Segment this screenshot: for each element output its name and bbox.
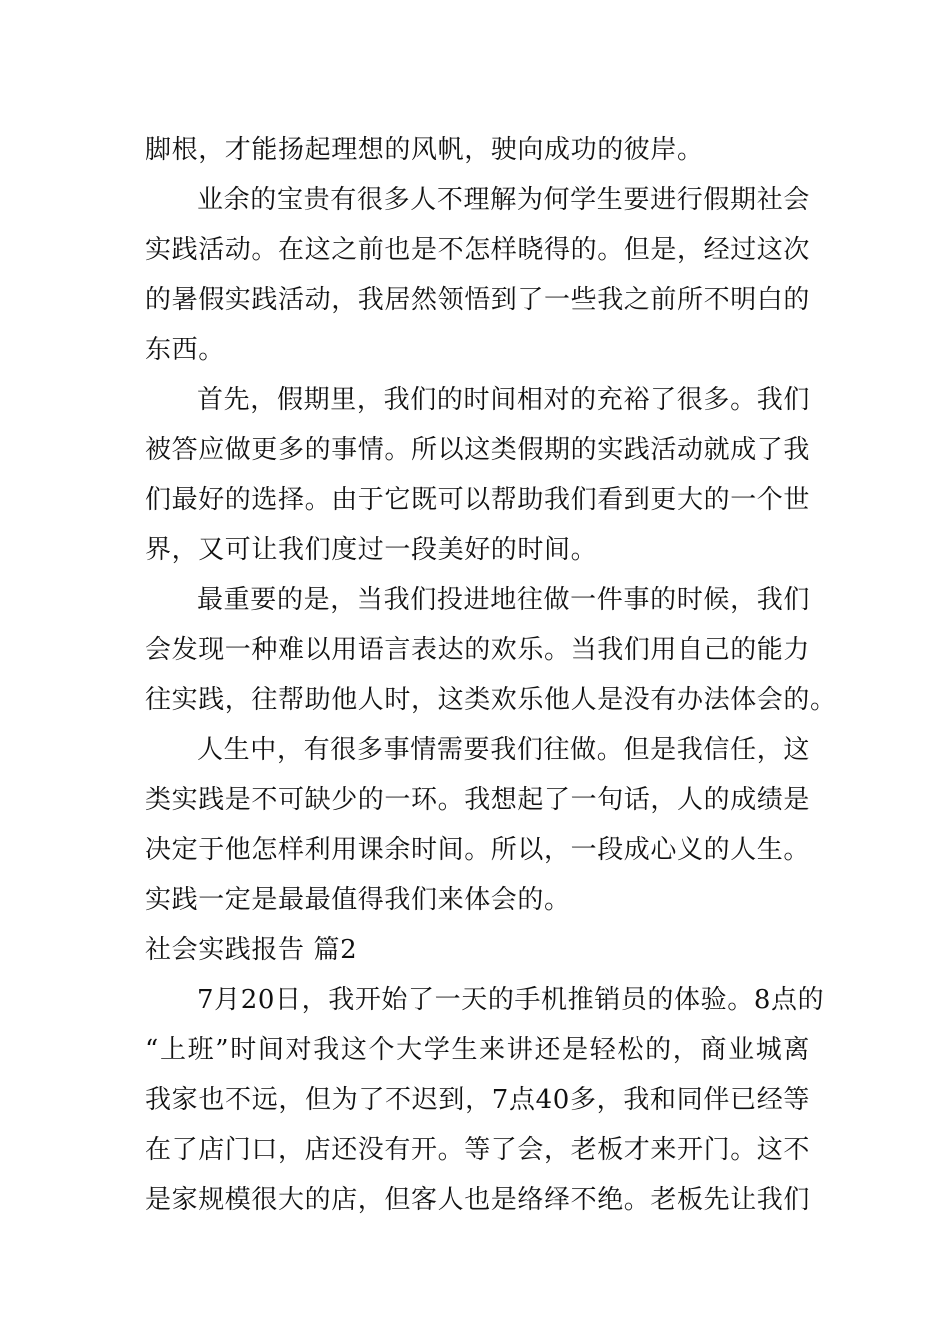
text-line: 东西。 [145, 335, 225, 365]
text-line: 界，又可让我们度过一段美好的时间。 [145, 535, 598, 565]
text-line: 我家也不远，但为了不迟到，7点40多，我和同伴已经等 [145, 1085, 810, 1115]
text-line: 实践一定是最最值得我们来体会的。 [145, 885, 571, 915]
section-heading: 社会实践报告 篇2 [145, 935, 358, 965]
text-line: 实践活动。在这之前也是不怎样晓得的。但是，经过这次 [145, 235, 811, 265]
text-line: 在了店门口，店还没有开。等了会，老板才来开门。这不 [145, 1135, 811, 1165]
text-line: 往实践，往帮助他人时，这类欢乐他人是没有办法体会的。 [145, 685, 837, 715]
paragraph-first-line: 人生中，有很多事情需要我们往做。但是我信任，这 [197, 735, 810, 765]
text-line: 们最好的选择。由于它既可以帮助我们看到更大的一个世 [145, 485, 811, 515]
paragraph-first-line: 7月20日，我开始了一天的手机推销员的体验。8点的 [197, 985, 825, 1015]
text-line: 脚根，才能扬起理想的风帆，驶向成功的彼岸。 [145, 135, 704, 165]
text-line: 的暑假实践活动，我居然领悟到了一些我之前所不明白的 [145, 285, 811, 315]
paragraph-first-line: 业余的宝贵有很多人不理解为何学生要进行假期社会 [197, 185, 810, 215]
text-line: 决定于他怎样利用课余时间。所以，一段成心义的人生。 [145, 835, 811, 865]
text-line: “上班”时间对我这个大学生来讲还是轻松的，商业城离 [145, 1035, 810, 1065]
paragraph-first-line: 最重要的是，当我们投进地往做一件事的时候，我们 [197, 585, 810, 615]
text-line: 是家规模很大的店，但客人也是络绎不绝。老板先让我们 [145, 1185, 811, 1215]
text-line: 类实践是不可缺少的一环。我想起了一句话，人的成绩是 [145, 785, 811, 815]
text-line: 会发现一种难以用语言表达的欢乐。当我们用自己的能力 [145, 635, 811, 665]
paragraph-first-line: 首先，假期里，我们的时间相对的充裕了很多。我们 [197, 385, 810, 415]
text-line: 被答应做更多的事情。所以这类假期的实践活动就成了我 [145, 435, 811, 465]
